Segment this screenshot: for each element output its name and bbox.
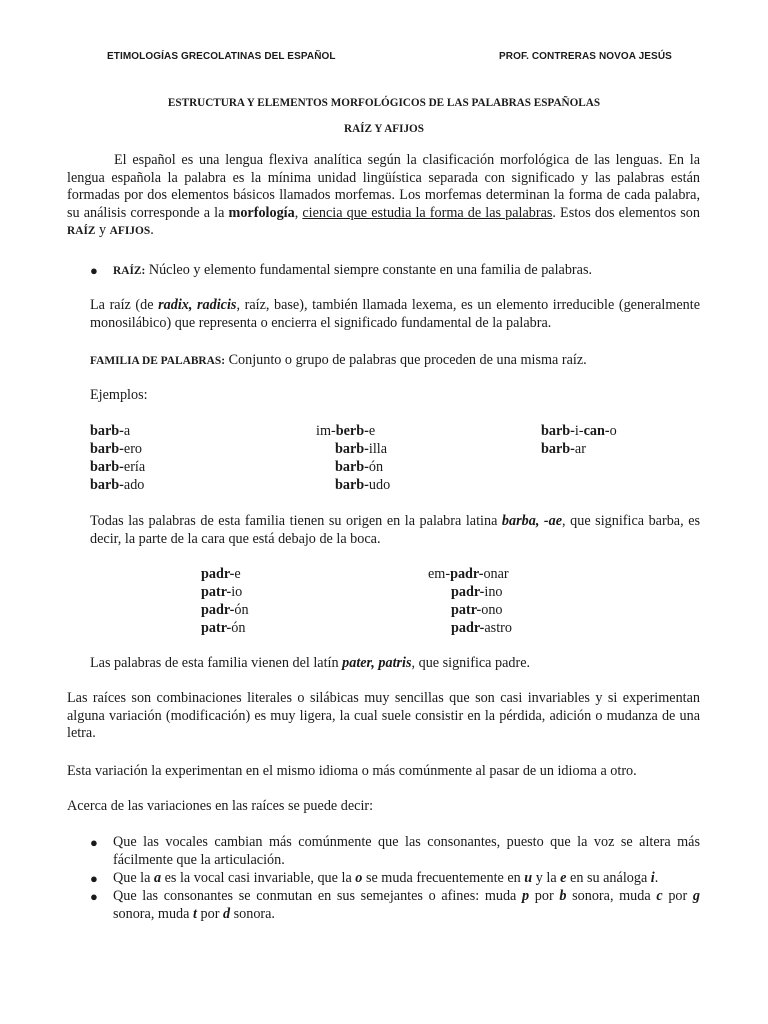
word-item — [316, 441, 390, 459]
word-root: padr- — [201, 602, 235, 618]
text-seg: se muda frecuentemente en — [362, 870, 525, 886]
morfologia-definition: ciencia que estudia la forma de las palabras — [302, 204, 553, 221]
barb-column-3 — [541, 423, 617, 459]
variacion-paragraph: Esta variación la experimentan en el mismo idioma o más comúnmente al pasar de un idioma a otro. — [67, 763, 637, 779]
word-suffix: ero — [123, 441, 143, 457]
text-seg: Que la — [113, 870, 154, 886]
word-root-2: can- — [583, 423, 610, 439]
word-root: padr- — [451, 620, 485, 636]
text-seg: sonora. — [230, 905, 275, 922]
barb-column-2 — [316, 423, 390, 495]
word-item — [428, 620, 512, 638]
letter-d: d — [222, 905, 231, 922]
word-suffix: ino — [484, 584, 503, 600]
origin-text: Las palabras de esta familia vienen del latín — [90, 655, 343, 671]
raiz-def-text-b: , raíz, base), también llamada lexema, es un elemento irreducible (generalmente monosilábico) que representa o encierra el significado fundamental de la palabra. — [90, 297, 700, 331]
origin-text-b: , que significa padre. — [411, 655, 531, 671]
word-suffix: e — [368, 423, 376, 439]
raiz-def-text: La raíz (de — [90, 297, 159, 313]
familia-definition — [90, 352, 700, 371]
word-item — [428, 584, 512, 602]
word-item — [428, 602, 512, 620]
letter-u: u — [524, 870, 533, 886]
word-suffix-2: o — [609, 423, 617, 439]
word-root: padr- — [450, 566, 484, 582]
letter-p: p — [522, 888, 530, 904]
word-item — [201, 566, 249, 584]
word-suffix: ono — [481, 602, 503, 618]
word-suffix: illa — [368, 441, 388, 457]
intro-text-b: . Estos dos elementos son — [552, 204, 700, 221]
word-item — [90, 423, 145, 441]
barba-latin: barba, -ae — [501, 513, 563, 529]
letter-a: a — [153, 870, 162, 886]
word-root: barb- — [541, 423, 575, 439]
word-item — [201, 584, 249, 602]
word-root: barb- — [335, 459, 369, 475]
pater-latin: pater, patris — [342, 655, 412, 671]
text-seg: . — [654, 870, 659, 886]
word-suffix: ón — [234, 602, 249, 618]
bullet-icon: ● — [90, 835, 98, 850]
letter-c: c — [656, 888, 663, 904]
morfologia-term: morfología — [228, 204, 295, 221]
padr-column-1 — [201, 566, 249, 638]
raiz-definition — [90, 297, 700, 332]
word-root: barb- — [90, 459, 124, 475]
word-suffix: udo — [368, 477, 391, 493]
word-root: barb- — [335, 477, 369, 493]
word-root: barb- — [335, 441, 369, 457]
letter-o: o — [355, 870, 363, 886]
text-seg: en su análoga — [566, 870, 651, 886]
word-item — [201, 620, 249, 638]
word-root: berb- — [335, 423, 369, 439]
variation-text — [113, 888, 700, 923]
word-root: barb- — [541, 441, 575, 457]
word-item — [201, 602, 249, 620]
intro-and: y — [95, 222, 110, 238]
word-suffix: e — [234, 566, 241, 582]
letter-b: b — [559, 888, 567, 904]
padr-column-2 — [428, 566, 512, 638]
letter-e: e — [560, 870, 567, 886]
word-suffix: ería — [123, 459, 146, 475]
word-root: patr- — [201, 620, 232, 636]
word-suffix: a — [123, 423, 131, 439]
word-item — [90, 459, 145, 477]
text-seg: por — [662, 888, 693, 904]
familia-label: FAMILIA DE PALABRAS: — [90, 355, 226, 367]
bullet-icon: ● — [90, 871, 98, 886]
text-seg: sonora, muda — [566, 888, 657, 904]
text-seg: por — [196, 905, 223, 922]
letter-g: g — [692, 888, 700, 904]
word-root: patr- — [201, 584, 232, 600]
intro-comma: , — [294, 204, 303, 221]
ejemplos-label: Ejemplos: — [90, 387, 148, 403]
acerca-paragraph: Acerca de las variaciones en las raíces se puede decir: — [67, 798, 374, 814]
text-seg: sonora, muda — [113, 905, 193, 922]
word-prefix: im- — [316, 423, 336, 439]
word-item — [316, 423, 390, 441]
text-seg: y la — [532, 870, 561, 886]
afijos-term: AFIJOS — [109, 225, 151, 237]
word-item — [428, 566, 512, 584]
variation-text: Que las vocales cambian más comúnmente que las consonantes, puesto que la voz se altera más fácilmente que la articulación. — [113, 834, 700, 868]
word-root: barb- — [90, 423, 124, 439]
word-item — [541, 441, 617, 459]
document-title: ESTRUCTURA Y ELEMENTOS MORFOLÓGICOS DE LAS PALABRAS ESPAÑOLAS — [167, 97, 601, 109]
word-root: padr- — [451, 584, 485, 600]
raiz-bullet-text: Núcleo y elemento fundamental siempre constante en una familia de palabras. — [145, 262, 593, 278]
intro-end: . — [150, 222, 154, 238]
word-suffix: ar — [574, 441, 586, 457]
word-item — [90, 477, 145, 495]
word-item — [541, 423, 617, 441]
raiz-label: RAÍZ: — [113, 265, 146, 277]
origin-text: Todas las palabras de esta familia tienen su origen en la palabra latina — [90, 513, 502, 529]
word-suffix: onar — [483, 566, 509, 582]
word-item — [316, 459, 390, 477]
barb-origin-paragraph — [90, 513, 700, 548]
word-root: padr- — [201, 566, 235, 582]
word-item — [316, 477, 390, 495]
bullet-icon: ● — [90, 263, 98, 278]
word-root: barb- — [90, 477, 124, 493]
word-suffix: ón — [368, 459, 384, 475]
word-suffix: astro — [484, 620, 512, 636]
document-subtitle: RAÍZ Y AFIJOS — [344, 123, 424, 135]
text-seg: Que las consonantes se conmutan en sus semejantes o afines: muda — [113, 888, 523, 904]
course-header: ETIMOLOGÍAS GRECOLATINAS DEL ESPAÑOL — [107, 51, 336, 62]
barb-column-1 — [90, 423, 145, 495]
word-suffix: io — [231, 584, 243, 600]
word-suffix: ado — [123, 477, 145, 493]
professor-header: PROF. CONTRERAS NOVOA JESÚS — [499, 51, 672, 62]
word-suffix: i- — [574, 423, 584, 439]
raiz-term: RAÍZ — [67, 225, 96, 237]
variation-text — [113, 870, 700, 888]
letter-i: i — [650, 870, 655, 886]
word-prefix: em- — [428, 566, 451, 582]
intro-paragraph — [67, 152, 700, 241]
intro-text: El español es una lengua flexiva analítica según la clasificación morfológica de las lenguas. En la lengua española la palabra es la mínima unidad lingüística separada con significado y las palabras están formadas por dos elementos básicos llamados morfemas. Los morfemas determinan la forma de cada palabra, su análisis corresponde a la — [67, 152, 700, 221]
text-seg: por — [529, 888, 560, 904]
padr-origin-paragraph — [90, 655, 700, 673]
bullet-icon: ● — [90, 889, 98, 904]
familia-text: Conjunto o grupo de palabras que proceden de una misma raíz. — [225, 352, 587, 368]
word-item — [90, 441, 145, 459]
word-root: patr- — [451, 602, 482, 618]
word-root: barb- — [90, 441, 124, 457]
origin-text-b: , que significa barba, es decir, la parte de la cara que está debajo de la boca. — [90, 513, 701, 547]
raices-paragraph: Las raíces son combinaciones literales o silábicas muy sencillas que son casi invariables y si experimentan alguna variación (modificación) es muy ligera, la cual suele consistir en la pérdida, adición o mudanza de una letra. — [67, 690, 700, 741]
word-suffix: ón — [231, 620, 246, 636]
radix-latin: radix, radicis — [158, 297, 237, 313]
text-seg: es la vocal casi invariable, que la — [161, 870, 356, 886]
letter-t: t — [193, 905, 197, 922]
